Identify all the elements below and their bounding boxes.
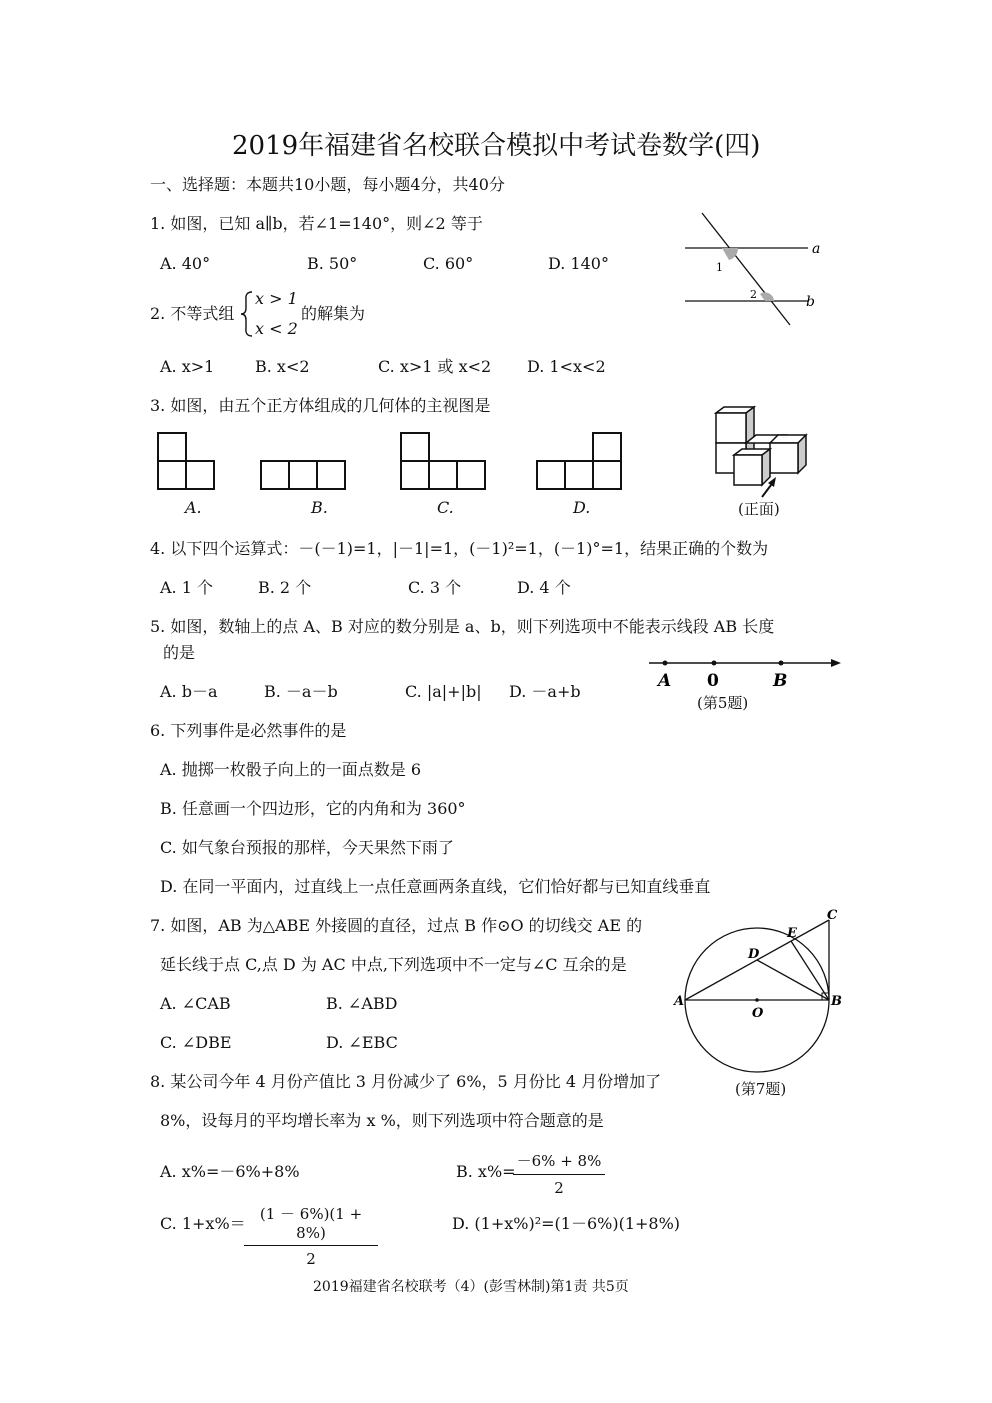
q6-option-a: A. 抛掷一枚骰子向上的一面点数是 6 <box>160 760 421 779</box>
q7-option-d: D. ∠EBC <box>326 1033 398 1052</box>
q1-option-a: A. 40° <box>160 254 211 273</box>
q8-option-b-prefix: B. x%= <box>456 1162 516 1181</box>
q2-suffix: 的解集为 <box>301 304 366 323</box>
q3-label-b: B. <box>311 498 328 517</box>
page-footer: 2019福建省名校联考（4）(彭雪林制)第1责 共5页 <box>313 1279 629 1295</box>
q4-option-b: B. 2 个 <box>258 578 312 597</box>
q4-option-a: A. 1 个 <box>160 578 213 597</box>
fraction-denominator: 2 <box>554 1179 564 1197</box>
q6-option-c: C. 如气象台预报的那样，今天果然下雨了 <box>160 838 454 857</box>
q3-option-d-view <box>536 432 626 490</box>
q8-stem-line2: 8%，设每月的平均增长率为 x %，则下列选项中符合题意的是 <box>160 1111 604 1130</box>
q2-inequality-2: x < 2 <box>255 319 298 338</box>
q5-stem-line2: 的是 <box>163 643 196 662</box>
label-C: C <box>827 908 838 923</box>
q8-option-b-fraction <box>513 1150 605 1197</box>
q7-option-a: A. ∠CAB <box>160 994 231 1013</box>
q2-option-a: A. x>1 <box>160 357 215 376</box>
q5-option-d: D. －a+b <box>509 682 581 701</box>
q3-figure-caption: (正面) <box>738 500 780 518</box>
q2-option-d: D. 1<x<2 <box>527 357 606 376</box>
page-title: 2019年福建省名校联合模拟中考试卷数学(四) <box>232 131 761 161</box>
q5-stem-line1: 5. 如图，数轴上的点 A、B 对应的数分别是 a、b，则下列选项中不能表示线段 AB 长度 <box>150 617 775 636</box>
q5-option-b: B. －a－b <box>264 682 338 701</box>
q5-option-a: A. b－a <box>160 682 218 701</box>
fraction-numerator: －6% + 8% <box>513 1150 605 1175</box>
label-B: B <box>831 994 842 1009</box>
q2-inequality-1: x > 1 <box>255 289 298 308</box>
q7-stem-line1: 7. 如图，AB 为△ABE 外接圆的直径，过点 B 作⊙O 的切线交 AE 的 <box>150 916 643 935</box>
q7-circle-figure <box>670 905 845 1080</box>
q5-figure-caption: (第5题) <box>697 694 749 712</box>
q7-option-b: B. ∠ABD <box>326 994 398 1013</box>
q3-label-a: A. <box>185 498 202 517</box>
label-b: b <box>806 294 815 310</box>
q3-label-d: D. <box>573 498 591 517</box>
q8-option-d: D. (1+x%)²=(1－6%)(1+8%) <box>452 1214 681 1233</box>
q4-stem: 4. 以下四个运算式：－(－1)=1，|－1|=1，(－1)²=1，(－1)°=1，结果正确的个数为 <box>150 539 769 558</box>
label-zero: 0 <box>707 671 719 691</box>
q6-option-b: B. 任意画一个四边形，它的内角和为 360° <box>160 799 466 818</box>
q7-option-c: C. ∠DBE <box>160 1033 232 1052</box>
q2-prefix: 2. 不等式组 <box>150 304 235 323</box>
q1-option-b: B. 50° <box>307 254 358 273</box>
fraction-numerator: (1 － 6%)(1 + 8%) <box>244 1203 378 1246</box>
section-heading: 一、选择题：本题共10小题，每小题4分，共40分 <box>150 175 505 194</box>
label-angle-1: 1 <box>716 261 723 274</box>
q2-option-b: B. x<2 <box>255 357 310 376</box>
q3-option-b-view <box>260 460 350 490</box>
q4-option-d: D. 4 个 <box>517 578 571 597</box>
q6-stem: 6. 下列事件是必然事件的是 <box>150 721 347 740</box>
label-A: A <box>658 671 672 691</box>
label-O: O <box>752 1006 764 1021</box>
fraction-denominator: 2 <box>306 1250 316 1268</box>
q2-option-c: C. x>1 或 x<2 <box>378 357 492 376</box>
q1-stem: 1. 如图，已知 a∥b，若∠1=140°，则∠2 等于 <box>150 214 483 233</box>
q5-option-c: C. |a|+|b| <box>405 682 482 701</box>
q3-cubes-figure <box>710 405 840 500</box>
label-a: a <box>812 241 821 257</box>
q1-option-c: C. 60° <box>423 254 474 273</box>
q8-option-a: A. x%=－6%+8% <box>160 1162 300 1181</box>
q3-stem: 3. 如图，由五个正方体组成的几何体的主视图是 <box>150 396 491 415</box>
label-D: D <box>748 947 760 962</box>
q1-option-d: D. 140° <box>548 254 609 273</box>
q7-figure-caption: (第7题) <box>735 1080 787 1098</box>
q4-option-c: C. 3 个 <box>408 578 462 597</box>
label-B: B <box>773 671 788 691</box>
q3-option-a-view <box>157 432 217 490</box>
q8-stem-line1: 8. 某公司今年 4 月份产值比 3 月份减少了 6%，5 月份比 4 月份增加了 <box>150 1072 662 1091</box>
label-E: E <box>787 926 797 941</box>
q7-stem-line2: 延长线于点 C,点 D 为 AC 中点,下列选项中不一定与∠C 互余的是 <box>160 955 627 974</box>
label-angle-2: 2 <box>750 288 757 301</box>
q1-parallel-lines-figure <box>680 205 830 335</box>
q6-option-d: D. 在同一平面内，过直线上一点任意画两条直线，它们恰好都与已知直线垂直 <box>160 877 711 896</box>
q8-option-c-fraction <box>244 1203 378 1268</box>
label-A: A <box>674 994 685 1009</box>
q3-label-c: C. <box>437 498 454 517</box>
q8-option-c-prefix: C. 1+x%＝ <box>160 1214 246 1233</box>
q5-number-line-figure <box>645 650 845 695</box>
q2-brace <box>240 290 254 338</box>
q3-option-c-view <box>400 432 490 490</box>
